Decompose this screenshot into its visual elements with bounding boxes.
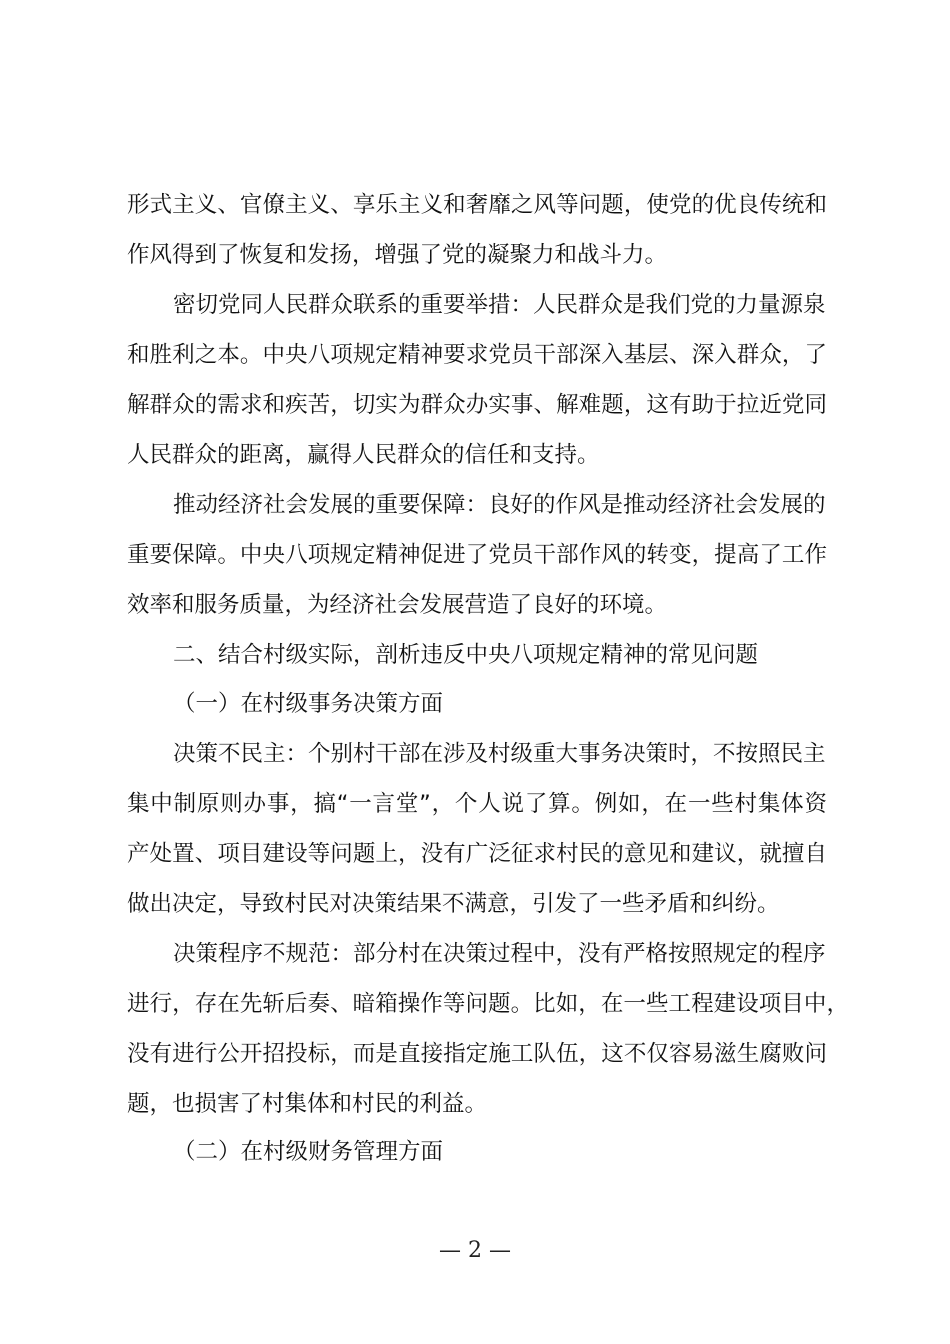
text-line: 密切党同人民群众联系的重要举措：人民群众是我们党的力量源泉 [173, 292, 826, 318]
subsection-heading: （二）在村级财务管理方面 [173, 1139, 444, 1165]
text-line: 做出决定，导致村民对决策结果不满意，引发了一些矛盾和纠纷。 [127, 891, 780, 917]
text-line: 题，也损害了村集体和村民的利益。 [127, 1091, 488, 1117]
text-line: 解群众的需求和疾苦，切实为群众办实事、解难题，这有助于拉近党同 [127, 392, 827, 418]
text-line: 没有进行公开招投标，而是直接指定施工队伍，这不仅容易滋生腐败问 [127, 1041, 827, 1067]
subsection-heading: （一）在村级事务决策方面 [173, 691, 444, 717]
page-number: — 2 — [439, 1238, 511, 1263]
text-line: 和胜利之本。中央八项规定精神要求党员干部深入基层、深入群众，了 [127, 342, 827, 368]
text-line: 效率和服务质量，为经济社会发展营造了良好的环境。 [127, 592, 668, 618]
text-line: 决策不民主：个别村干部在涉及村级重大事务决策时，不按照民主 [173, 741, 826, 767]
text-line: 进行，存在先斩后奏、暗箱操作等问题。比如，在一些工程建设项目中， [127, 991, 849, 1017]
section-heading: 二、结合村级实际，剖析违反中央八项规定精神的常见问题 [173, 642, 759, 668]
text-line: 决策程序不规范：部分村在决策过程中，没有严格按照规定的程序 [173, 941, 826, 967]
text-line: 形式主义、官僚主义、享乐主义和奢靡之风等问题，使党的优良传统和 [127, 192, 827, 218]
text-line: 作风得到了恢复和发扬，增强了党的凝聚力和战斗力。 [127, 242, 668, 268]
text-line: 重要保障。中央八项规定精神促进了党员干部作风的转变，提高了工作 [127, 542, 827, 568]
text-line: 集中制原则办事，搞“一言堂”，个人说了算。例如，在一些村集体资 [127, 791, 827, 817]
text-line: 推动经济社会发展的重要保障：良好的作风是推动经济社会发展的 [173, 492, 826, 518]
text-line: 产处置、项目建设等问题上，没有广泛征求村民的意见和建议，就擅自 [127, 841, 827, 867]
text-line: 人民群众的距离，赢得人民群众的信任和支持。 [127, 442, 600, 468]
